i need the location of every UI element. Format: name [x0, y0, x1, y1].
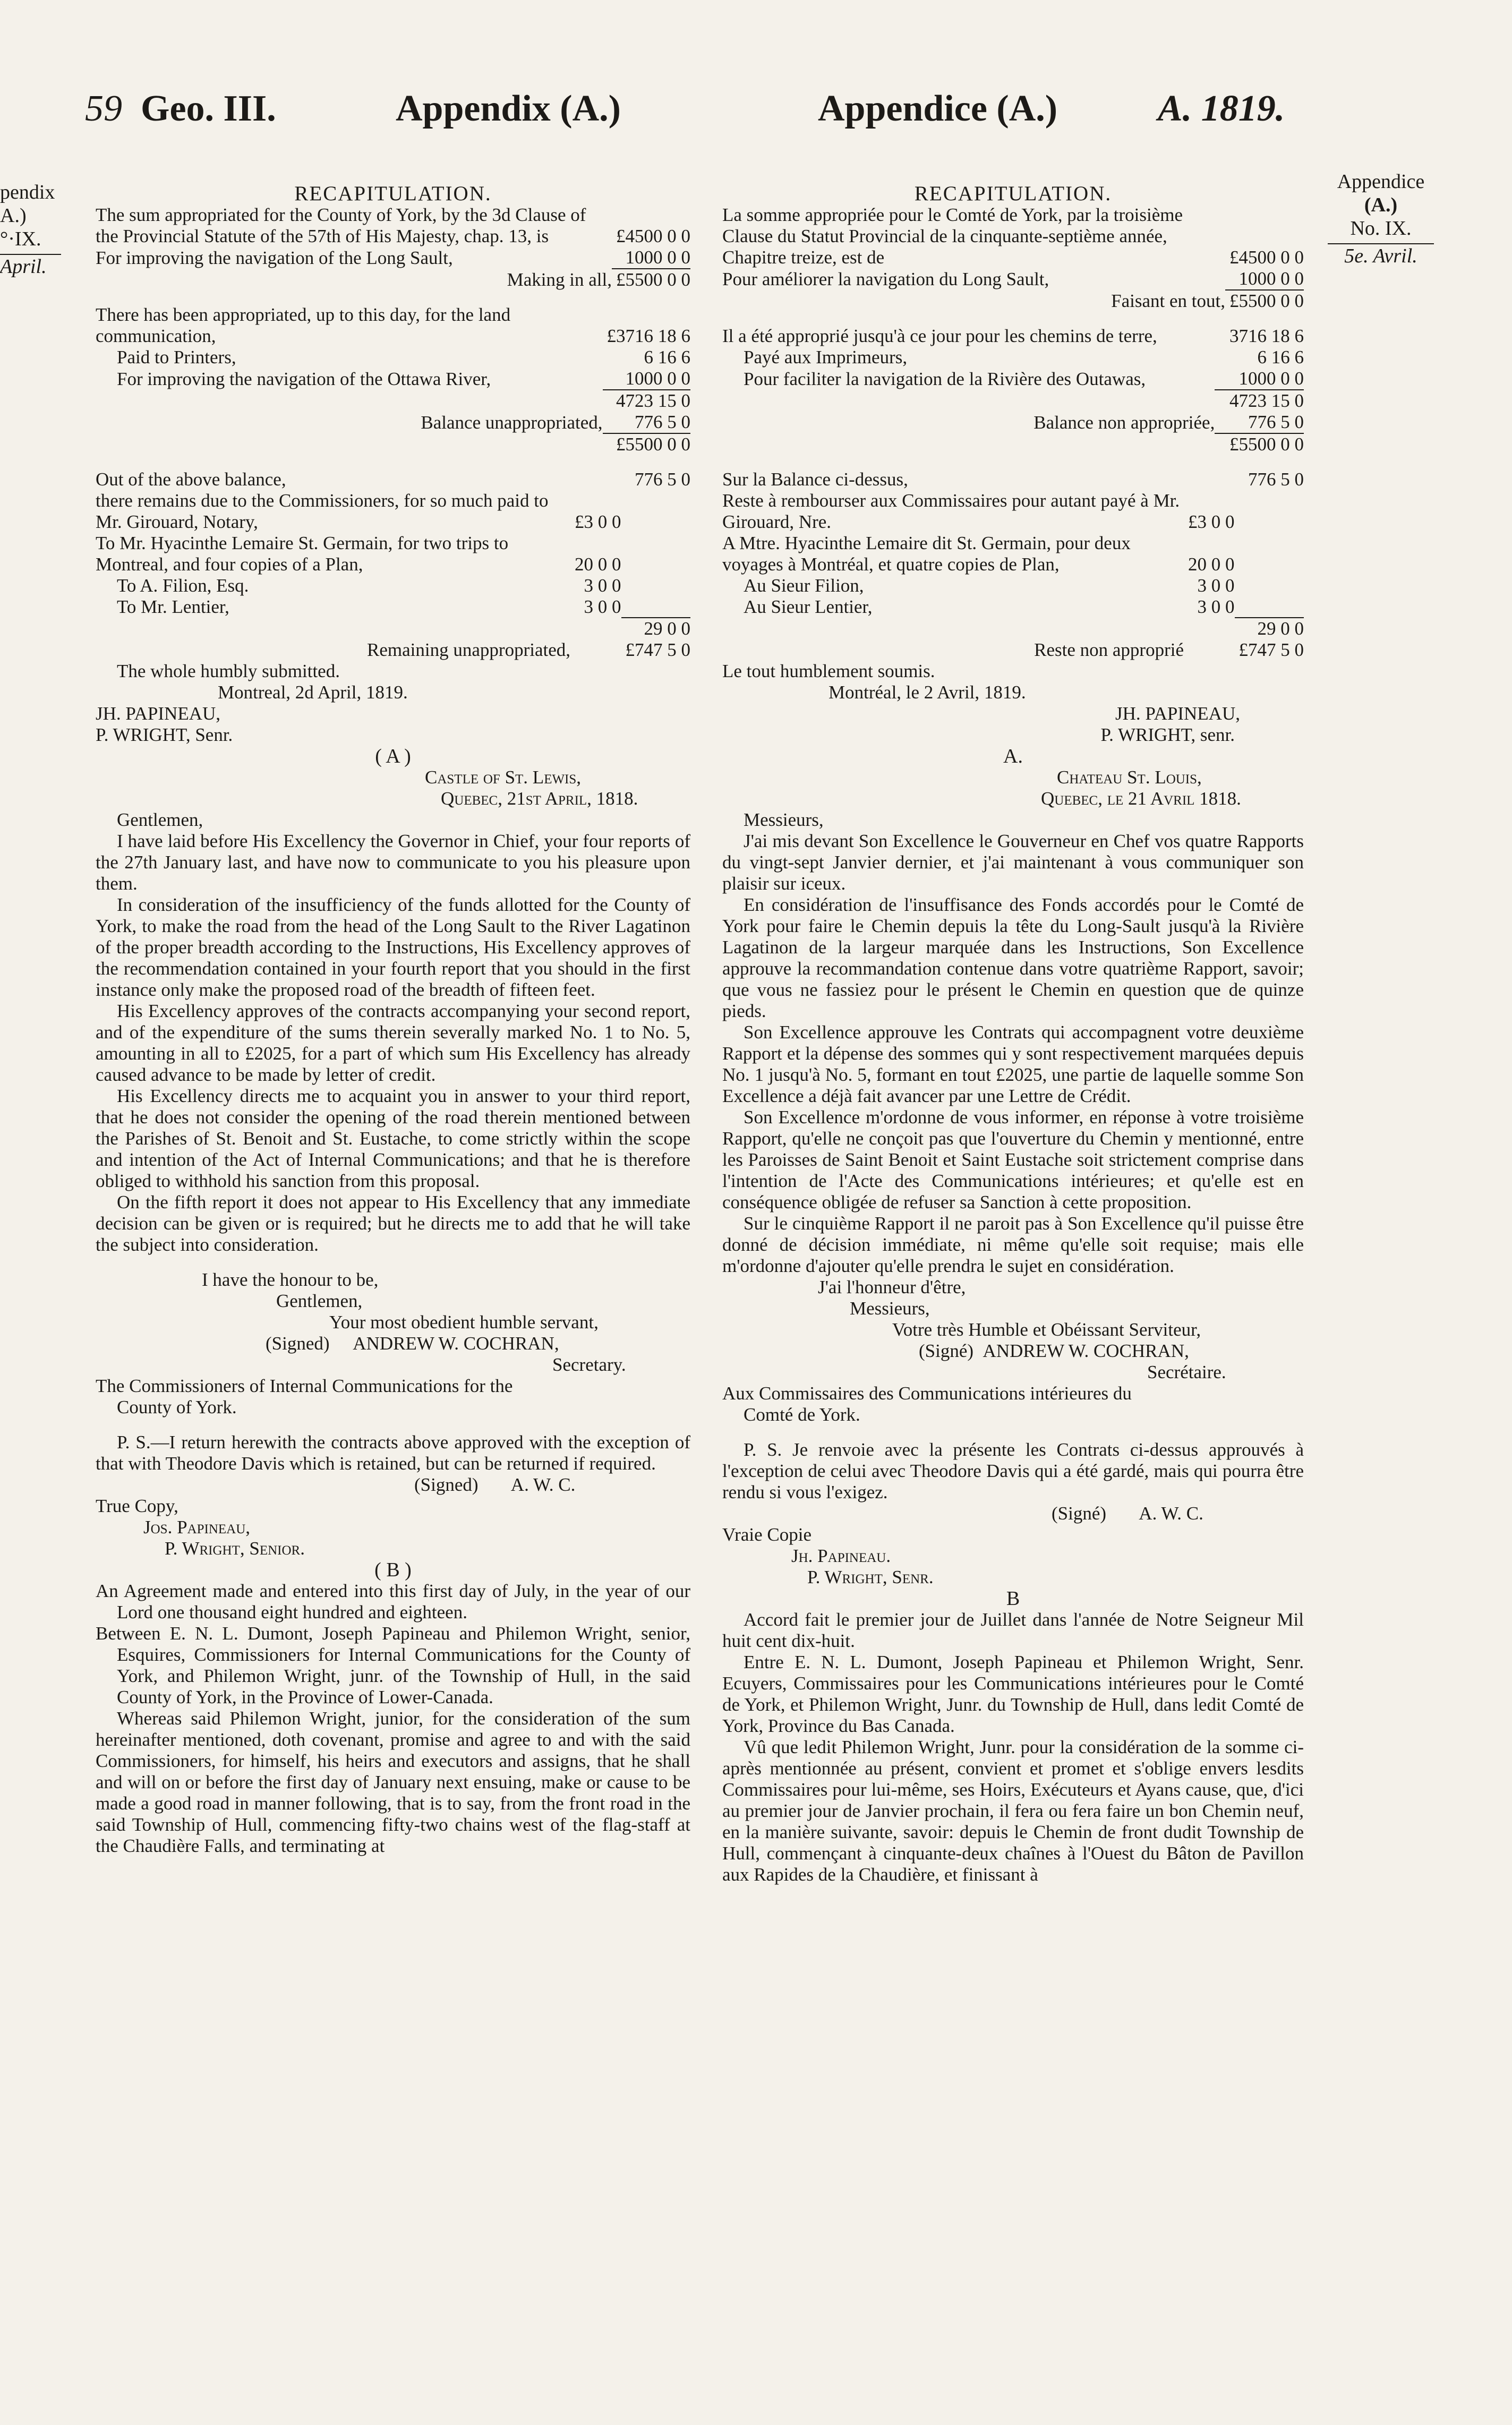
remains-amount-fr: £3 0 0	[1188, 511, 1235, 532]
english-column	[96, 183, 690, 1857]
ps-initials-en: A. W. C.	[510, 1474, 576, 1495]
remains-fr: Reste à rembourser aux Commissaires pour autant payé à Mr. Girouard, Nre.	[722, 490, 1180, 532]
table-row	[722, 347, 1304, 368]
signer-title-en: Secretary.	[552, 1354, 626, 1375]
sum-due-amount-fr: 29 0 0	[1235, 618, 1304, 639]
agreement-paragraph-2-fr: Entre E. N. L. Dumont, Joseph Papineau et Philemon Wright, Senr. Ecuyers, Commissaires pour les Communications intérieures pour le Comté de York, et Philemon Wright, Junr. du Township de Hull, dans ledit Comté de York, Province du Bas Canada.	[722, 1652, 1304, 1736]
approp-land-amount-fr: 3716 18 6	[1229, 326, 1304, 346]
table-row	[722, 533, 1304, 575]
to-lemaire-amount-fr: 20 0 0	[1188, 554, 1235, 575]
letter-paragraph-4-en: His Excellency directs me to acquaint you in answer to your third report, that he does not consider the opening of the road therein mentioned between the Parishes of St. Benoit and St. Eustache, to come strictly within the scope and intention of the Act of Internal Communications; and that he is therefore obliged to withhold his sanction from this proposal.	[96, 1086, 690, 1191]
table-row	[722, 618, 1304, 639]
signed-fr: (Signé)	[919, 1340, 974, 1361]
to-lemaire-en: To Mr. Hyacinthe Lemaire St. Germain, for two trips to Montreal, and four copies of a Plan,	[96, 533, 509, 575]
section-a-heading-en: ( A )	[375, 745, 411, 767]
table-row	[722, 412, 1304, 433]
close-1-en: I have the honour to be,	[202, 1269, 379, 1290]
letter-paragraph-4-fr: Son Excellence m'ordonne de vous informer, en réponse à votre troisième Rapport, qu'elle ne conçoit pas que l'ouverture du Chemin y mentionné, entre les Paroisses de Saint Benoit et Saint Eustache soit strictement comprise dans l'intention de l'Acte des Communications intérieures; et qu'elle est en conséquence obligée de refuser sa Sanction à cette proposition.	[722, 1107, 1304, 1212]
total-amount-fr: £5500 0 0	[1215, 433, 1304, 455]
french-column	[722, 183, 1304, 1885]
salutation-fr: Messieurs,	[744, 809, 824, 830]
table-row	[96, 575, 690, 596]
agreement-paragraph-2-en: Between E. N. L. Dumont, Joseph Papineau and Philemon Wright, senior, Esquires, Commissioners for Internal Communications for the County of York, and Philemon Wright, junr. of the Township of Hull, in the said County of York, in the Province of Lower-Canada.	[96, 1623, 690, 1707]
agreement-paragraph-3-fr: Vû que ledit Philemon Wright, Junr. pour la considération de la somme ci-après mentionnée au présent, convient et promet et s'oblige envers lesdits Commissaires pour lui-même, ses Hoirs, Exécuteurs et Ayans cause, que, d'ici au premier jour de Janvier prochain, il fera ou fera faire un bon Chemin neuf, en la manière suivante, savoir: depuis le Chemin de front dudit Township de Hull, commençant à cinquante-deux chaînes à l'Ouest du Bâton de Pavillon aux Rapides de la Chaudière, et finissant à	[722, 1737, 1304, 1885]
to-filion-en: To A. Filion, Esq.	[117, 575, 249, 596]
table-row	[96, 533, 690, 575]
recap-title-en: RECAPITULATION.	[294, 182, 492, 205]
table-row	[96, 347, 690, 368]
table-row	[722, 204, 1304, 268]
margin-left-l1: pendix	[0, 181, 55, 203]
balance-label-en: Balance unappropriated,	[421, 412, 603, 433]
approp-land-en: There has been appropriated, up to this day, for the land communication,	[96, 304, 511, 346]
submitted-en: The whole humbly submitted.	[117, 661, 340, 681]
table-row	[96, 469, 690, 490]
out-of-amount-fr: 776 5 0	[1248, 469, 1304, 490]
to-lentier-en: To Mr. Lentier,	[117, 596, 229, 617]
to-lentier-fr: Au Sieur Lentier,	[744, 596, 873, 617]
close-3-fr: Votre très Humble et Obéissant Serviteur,	[892, 1319, 1201, 1340]
postscript-en: P. S.—I return herewith the contracts above approved with the exception of that with Theodore Davis which is retained, but can be returned if required.	[96, 1432, 690, 1474]
signer-title-fr: Secrétaire.	[1147, 1362, 1226, 1382]
balance-label-fr: Balance non appropriée,	[1033, 412, 1215, 433]
letter-paragraph-1-fr: J'ai mis devant Son Excellence le Gouverneur en Chef vos quatre Rapports du vingt-sept Janvier dernier, et j'ai maintenant à vous communiquer son plaisir sur iceux.	[722, 831, 1304, 894]
margin-right-l4: 5e. Avril.	[1328, 243, 1434, 268]
recap-intro-amount-fr: £4500 0 0	[1229, 247, 1304, 268]
approp-printers-fr: Payé aux Imprimeurs,	[744, 347, 908, 368]
salutation-en: Gentlemen,	[117, 809, 203, 830]
table-row	[96, 618, 690, 639]
table-row	[96, 639, 690, 661]
table-row	[96, 596, 690, 618]
recap-table-fr	[722, 204, 1304, 312]
remains-en: there remains due to the Commissioners, for so much paid to Mr. Girouard, Notary,	[96, 490, 549, 532]
out-of-en: Out of the above balance,	[96, 469, 286, 490]
balance-amount-fr: 776 5 0	[1248, 412, 1304, 432]
letter-date-en: Quebec, 21st April, 1818.	[441, 788, 638, 809]
out-of-fr: Sur la Balance ci-dessus,	[722, 469, 908, 490]
close-3-en: Your most obedient humble servant,	[329, 1312, 599, 1333]
approp-ottawa-amount-en: 1000 0 0	[625, 368, 690, 389]
balance-amount-en: 776 5 0	[635, 412, 690, 432]
close-2-fr: Messieurs,	[850, 1298, 930, 1319]
table-row	[722, 575, 1304, 596]
ps-signed-fr: (Signé)	[1052, 1503, 1107, 1524]
section-a-heading-fr: A.	[1003, 745, 1023, 767]
letter-place-fr: Chateau St. Louis,	[1057, 767, 1202, 788]
table-row	[722, 639, 1304, 661]
signer-en: ANDREW W. COCHRAN,	[353, 1333, 559, 1354]
approp-ottawa-amount-fr: 1000 0 0	[1238, 368, 1304, 389]
recap-intro-amount-en: £4500 0 0	[616, 226, 690, 246]
copy-sign-1-fr: Jh. Papineau.	[791, 1545, 891, 1566]
table-row	[722, 596, 1304, 618]
addressee-en: The Commissioners of Internal Communications for the County of York.	[96, 1376, 513, 1418]
approp-land-amount-en: £3716 18 6	[606, 326, 690, 346]
running-head	[0, 88, 1512, 130]
agreement-paragraph-3-en: Whereas said Philemon Wright, junior, for the consideration of the sum hereinafter mentioned, doth covenant, promise and agree to and with the said Commissioners, for himself, his heirs and executors and assigns, that he shall and will on or before the first day of January next ensuing, make or cause to be made a good road in manner following, that is to say, from the front road in the said Township of Hull, commencing fifty-two chains west of the flag-staff at the Chaudière Falls, and terminating at	[96, 1708, 690, 1856]
table-row	[722, 390, 1304, 412]
total-amount-en: £5500 0 0	[603, 433, 691, 455]
to-filion-fr: Au Sieur Filion,	[744, 575, 864, 596]
letter-paragraph-3-fr: Son Excellence approuve les Contrats qui accompagnent votre deuxième Rapport et la dépense des sommes qui y sont respectivement marquées depuis No. 1 jusqu'à No. 5, formant en tout £2025, une partie de laquelle somme Son Excellence a déjà fait avancer par une Lettre de Crédit.	[722, 1022, 1304, 1106]
to-lentier-amount-fr: 3 0 0	[1197, 596, 1235, 617]
recap-intro-fr: La somme appropriée pour le Comté de York, par la troisième Clause du Statut Provincial de la cinquante-septième année, Chapitre treize, est de	[722, 204, 1183, 268]
remaining-amount-en: £747 5 0	[625, 639, 690, 660]
agreement-paragraph-1-fr: Accord fait le premier jour de Juillet dans l'année de Notre Seigneur Mil huit cent dix-huit.	[722, 1609, 1304, 1651]
appropriation-table-fr	[722, 326, 1304, 455]
reign: Geo. III.	[141, 88, 276, 129]
addressee-fr: Aux Commissaires des Communications intérieures du Comté de York.	[722, 1383, 1132, 1425]
letter-place-en: Castle of St. Lewis,	[425, 767, 582, 788]
ps-initials-fr: A. W. C.	[1139, 1503, 1203, 1524]
margin-left-l4: April.	[0, 254, 61, 278]
signed-en: (Signed)	[266, 1333, 330, 1354]
approp-ottawa-en: For improving the navigation of the Ottawa River,	[117, 369, 491, 389]
long-sault-fr: Pour améliorer la navigation du Long Sault,	[722, 269, 1049, 289]
margin-note-right	[1328, 170, 1434, 268]
remaining-amount-fr: £747 5 0	[1238, 639, 1304, 660]
remaining-label-en: Remaining unappropriated,	[367, 639, 570, 660]
letter-paragraph-2-en: In consideration of the insufficiency of the funds allotted for the County of York, to make the road from the head of the Long Sault to the River Lagatinon of the proper breadth according to the Instructions, His Excellency approves of the recommendation contained in your fourth report that you should in the first instance only make the proposed road of the breadth of fifteen feet.	[96, 894, 690, 1000]
long-sault-en: For improving the navigation of the Long Sault,	[96, 247, 453, 268]
making-in-all-en: Making in all,	[507, 269, 612, 290]
page-number: 59	[85, 88, 122, 129]
ps-signed-en: (Signed)	[414, 1474, 479, 1495]
table-row	[722, 290, 1304, 312]
true-copy-fr: Vraie Copie	[722, 1524, 811, 1545]
approp-printers-amount-en: 6 16 6	[644, 347, 690, 368]
table-row	[96, 269, 690, 291]
signer-fr: ANDREW W. COCHRAN,	[983, 1340, 1189, 1361]
letter-paragraph-2-fr: En considération de l'insuffisance des Fonds accordés pour le Comté de York pour faire le Chemin depuis la tête du Long-Sault jusqu'à la Rivière Lagatinon de la largeur marquée dans les Instructions, Son Excellence approuve la recommandation contenue dans votre quatrième Rapport, savoir; que vous ne fassiez pour le présent le Chemin en question que de quinze pieds.	[722, 894, 1304, 1021]
to-lentier-amount-en: 3 0 0	[584, 596, 621, 617]
close-1-fr: J'ai l'honneur d'être,	[818, 1277, 966, 1297]
approp-printers-en: Paid to Printers,	[117, 347, 236, 368]
recap-title-fr: RECAPITULATION.	[914, 182, 1112, 205]
to-filion-amount-en: 3 0 0	[584, 575, 621, 596]
margin-right-l1: Appendice	[1337, 170, 1425, 193]
subtotal-amount-fr: 4723 15 0	[1215, 390, 1304, 412]
signature-1-fr: JH. PAPINEAU,	[1115, 703, 1240, 724]
subtotal-amount-en: 4723 15 0	[603, 390, 691, 412]
remaining-label-fr: Reste non approprié	[1034, 639, 1184, 660]
appendix-fr: Appendice (A.)	[818, 88, 1058, 129]
table-row	[722, 433, 1304, 455]
to-lemaire-fr: A Mtre. Hyacinthe Lemaire dit St. Germain, pour deux voyages à Montréal, et quatre copies de Plan,	[722, 533, 1131, 575]
signature-2-fr: P. WRIGHT, senr.	[1100, 724, 1235, 745]
margin-left-l3: °·IX.	[0, 228, 41, 250]
recap-table-en	[96, 204, 690, 291]
out-of-amount-en: 776 5 0	[635, 469, 690, 490]
postscript-fr: P. S. Je renvoie avec la présente les Contrats ci-dessus approuvés à l'exception de celui avec Theodore Davis qui a été gardé, mais qui pourra être rendu si vous l'exigez.	[722, 1439, 1304, 1502]
letter-paragraph-5-fr: Sur le cinquième Rapport il ne paroit pas à Son Excellence qu'il puisse être donné de décision immédiate, ni même qu'elle soit requise; mais elle m'ordonne d'ajouter qu'elle prendra le sujet en considération.	[722, 1213, 1304, 1276]
to-filion-amount-fr: 3 0 0	[1197, 575, 1235, 596]
margin-right-l3: No. IX.	[1350, 217, 1412, 240]
making-in-all-amount-en: £5500 0 0	[612, 269, 690, 291]
table-row	[96, 368, 690, 390]
to-lemaire-amount-en: 20 0 0	[575, 554, 621, 575]
table-row	[96, 412, 690, 433]
table-row	[96, 433, 690, 455]
letter-paragraph-3-en: His Excellency approves of the contracts accompanying your second report, and of the expenditure of the sums therein severally marked No. 1 to No. 5, amounting in all to £2025, for a part of which sum His Excellency has already caused advance to be made by letter of credit.	[96, 1001, 690, 1085]
appropriation-table-en	[96, 304, 690, 455]
submitted-fr: Le tout humblement soumis.	[722, 661, 935, 681]
table-row	[96, 390, 690, 412]
letter-date-fr: Quebec, le 21 Avril 1818.	[1041, 788, 1241, 809]
table-row	[722, 268, 1304, 290]
signature-2-en: P. WRIGHT, Senr.	[96, 724, 233, 745]
table-row	[96, 204, 690, 247]
margin-note-left	[0, 181, 61, 278]
margin-right-l2: (A.)	[1364, 194, 1398, 216]
table-row	[722, 326, 1304, 347]
signature-1-en: JH. PAPINEAU,	[96, 703, 221, 724]
copy-sign-1-en: Jos. Papineau,	[143, 1517, 251, 1538]
place-date-en: Montreal, 2d April, 1819.	[218, 682, 408, 703]
true-copy-en: True Copy,	[96, 1496, 178, 1516]
appendix-en: Appendix (A.)	[396, 88, 621, 129]
section-b-heading-fr: B	[1006, 1587, 1020, 1610]
table-row	[96, 247, 690, 269]
table-row	[96, 490, 690, 533]
letter-paragraph-1-en: I have laid before His Excellency the Governor in Chief, your four reports of the 27th January last, and have now to communicate to you his pleasure upon them.	[96, 831, 690, 894]
long-sault-amount-fr: 1000 0 0	[1238, 268, 1304, 289]
agreement-paragraph-1-en: An Agreement made and entered into this first day of July, in the year of our Lord one thousand eight hundred and eighteen.	[96, 1581, 690, 1623]
long-sault-amount-en: 1000 0 0	[625, 247, 690, 268]
recap-intro-en: The sum appropriated for the County of York, by the 3d Clause of the Provincial Statute of the 57th of His Majesty, chap. 13, is	[96, 204, 586, 246]
making-in-all-amount-fr: £5500 0 0	[1225, 290, 1304, 312]
making-in-all-fr: Faisant en tout,	[1111, 291, 1225, 311]
sum-due-amount-en: 29 0 0	[621, 618, 691, 639]
table-row	[96, 304, 690, 347]
approp-land-fr: Il a été approprié jusqu'à ce jour pour les chemins de terre,	[722, 326, 1157, 346]
table-row	[722, 368, 1304, 390]
balance-table-fr	[722, 469, 1304, 661]
copy-sign-2-fr: P. Wright, Senr.	[807, 1567, 934, 1587]
table-row	[722, 490, 1304, 533]
close-2-en: Gentlemen,	[276, 1291, 363, 1311]
balance-table-en	[96, 469, 690, 661]
approp-printers-amount-fr: 6 16 6	[1257, 347, 1304, 368]
section-b-heading-en: ( B )	[374, 1559, 412, 1581]
letter-paragraph-5-en: On the fifth report it does not appear to His Excellency that any immediate decision can be given or is required; but he directs me to add that he will take the subject into consideration.	[96, 1192, 690, 1255]
remains-amount-en: £3 0 0	[575, 511, 621, 532]
margin-left-l2: A.)	[0, 204, 27, 227]
place-date-fr: Montréal, le 2 Avril, 1819.	[828, 682, 1026, 703]
year: A. 1819.	[1158, 88, 1285, 129]
copy-sign-2-en: P. Wright, Senior.	[165, 1538, 305, 1559]
table-row	[722, 469, 1304, 490]
approp-ottawa-fr: Pour faciliter la navigation de la Rivière des Outawas,	[744, 369, 1146, 389]
